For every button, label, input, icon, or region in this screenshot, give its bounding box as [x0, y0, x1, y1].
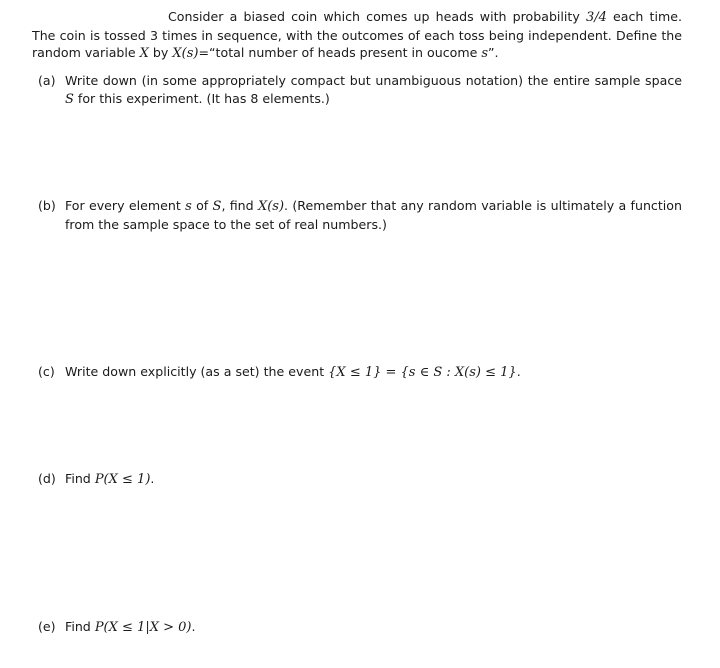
part-b-math-2: S: [212, 199, 222, 214]
part-c-text: [65, 363, 682, 382]
problem-intro: [32, 8, 682, 63]
intro-text-1: Consider a biased coin which comes up heads with probability: [168, 9, 586, 24]
part-b-text: [65, 197, 682, 233]
part-b-text-4: . (Remember that any random variable is ultimately a function from the sample space to the set of real numbers.): [65, 198, 682, 232]
part-b-math-3: X(s): [257, 199, 285, 214]
part-a-label: (a): [38, 73, 56, 88]
question-part-a: [38, 72, 682, 108]
part-b-text-3: , find: [221, 198, 258, 213]
question-part-e: [38, 618, 682, 637]
part-a-text: [65, 72, 682, 108]
intro-probability: 3/4: [585, 10, 607, 25]
part-b-text-1: For every element: [65, 198, 186, 213]
intro-variable-x: X: [139, 46, 149, 61]
part-e-label: (e): [38, 619, 56, 634]
part-d-text-1: Find: [65, 471, 95, 486]
part-d-math-1: P(X ≤ 1): [94, 472, 151, 487]
intro-x-of-s: X(s): [172, 46, 199, 61]
question-part-d: [38, 470, 682, 489]
part-c-text-1: Write down explicitly (as a set) the event: [65, 364, 329, 379]
part-c-text-2: .: [516, 364, 521, 379]
part-e-text: [65, 618, 682, 637]
part-b-label: (b): [38, 198, 56, 213]
intro-variable-s: s: [481, 46, 489, 61]
intro-text-5: ”.: [488, 45, 499, 60]
part-e-text-2: .: [191, 619, 196, 634]
part-b-math-1: s: [185, 199, 192, 214]
part-a-text-1: Write down (in some appropriately compact but unambiguous notation) the entire sample space: [65, 73, 682, 88]
part-e-text-1: Find: [65, 619, 95, 634]
question-part-b: [38, 197, 682, 233]
part-e-math-1: P(X ≤ 1|X > 0): [94, 620, 192, 635]
intro-text-4: =“total number of heads present in oucome: [198, 45, 482, 60]
part-b-text-2: of: [191, 198, 213, 213]
part-c-label: (c): [38, 364, 55, 379]
part-d-text-2: .: [150, 471, 155, 486]
part-d-label: (d): [38, 471, 56, 486]
part-a-text-2: for this experiment. (It has 8 elements.): [73, 90, 330, 106]
intro-text-3: by: [148, 45, 173, 60]
question-part-c: [38, 363, 682, 382]
part-d-text: [65, 470, 682, 489]
part-a-math-1: S: [65, 91, 74, 107]
intro-text-2: each time. The coin is tossed 3 times in sequence, with the outcomes of each toss being independent. Define the random variable: [32, 9, 682, 60]
part-c-math-1: {X ≤ 1} = {s ∈ S : X(s) ≤ 1}: [328, 365, 517, 380]
